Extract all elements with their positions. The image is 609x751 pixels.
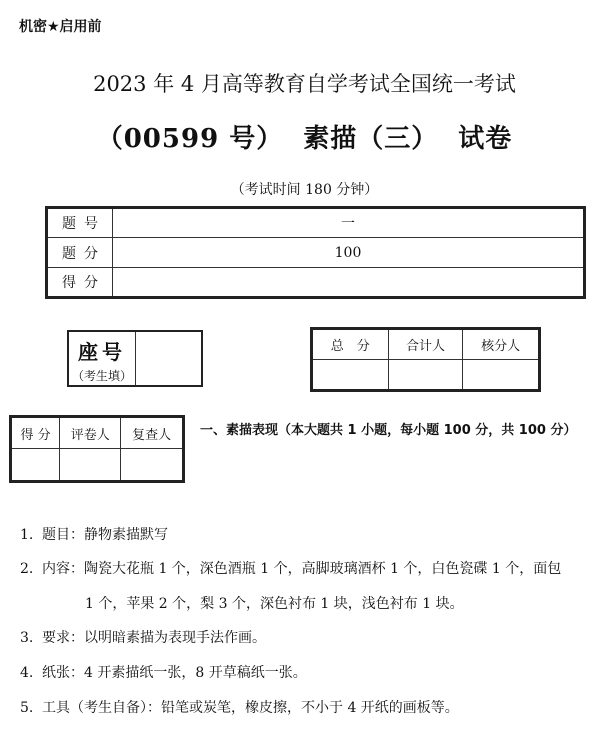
item-number: 5. — [20, 700, 34, 716]
column-header: 评卷人 — [60, 417, 121, 449]
item-number: 2. — [20, 561, 34, 577]
row-label: 题号 — [47, 208, 113, 238]
list-item — [20, 697, 459, 717]
item-number: 4. — [20, 665, 34, 681]
score-table — [45, 206, 586, 299]
score-input-cell[interactable] — [113, 268, 585, 298]
section-title: 一、素描表现（本大题共 1 小题，每小题 100 分，共 100 分） — [200, 423, 577, 438]
paper-suffix: 试卷 — [458, 124, 513, 154]
total-score-table — [310, 327, 541, 392]
item-text: 内容：陶瓷大花瓶 1 个，深色酒瓶 1 个，高脚玻璃酒杯 1 个，白色瓷碟 1 个，面包 — [42, 561, 562, 577]
list-item — [20, 524, 168, 544]
row-label: 得分 — [47, 268, 113, 298]
list-item — [20, 627, 266, 647]
grader-input-cell[interactable] — [60, 449, 121, 482]
course-code: （00599 号） — [96, 124, 284, 154]
item-continuation: 1 个，苹果 2 个，梨 3 个，深色衬布 1 块，浅色衬布 1 块。 — [85, 596, 464, 612]
grader-table — [9, 415, 185, 483]
table-row — [47, 268, 585, 298]
row-label: 题分 — [47, 238, 113, 268]
seat-number-box — [67, 330, 203, 387]
table-row — [47, 238, 585, 268]
item-text: 工具（考生自备）：铅笔或炭笔，橡皮擦，不小于 4 开纸的画板等。 — [42, 700, 459, 716]
exam-duration: （考试时间 180 分钟） — [230, 182, 379, 198]
column-header: 核分人 — [463, 329, 540, 360]
list-item — [20, 662, 307, 682]
column-header: 得 分 — [11, 417, 60, 449]
table-row — [47, 208, 585, 238]
list-item — [20, 558, 561, 578]
item-text: 要求：以明暗素描为表现手法作画。 — [42, 630, 266, 646]
item-number: 3. — [20, 630, 34, 646]
seat-label: 座号 — [78, 340, 126, 364]
item-number: 1. — [20, 527, 34, 543]
seat-input-cell[interactable] — [136, 332, 201, 385]
row-value: 100 — [113, 238, 585, 268]
column-header: 复查人 — [121, 417, 184, 449]
grader-input-cell[interactable] — [11, 449, 60, 482]
item-text: 题目：静物素描默写 — [42, 527, 168, 543]
seat-note: （考生填） — [71, 369, 132, 383]
paper-title — [0, 118, 609, 155]
seat-label-cell — [69, 332, 136, 385]
total-input-cell[interactable] — [463, 360, 540, 391]
table-header-row — [312, 329, 540, 360]
column-header: 总 分 — [312, 329, 389, 360]
exam-title: 2023 年 4 月高等教育自学考试全国统一考试 — [93, 72, 516, 96]
confidential-label: 机密★启用前 — [19, 19, 102, 35]
column-header: 合计人 — [388, 329, 463, 360]
course-name: 素描（三） — [303, 124, 439, 154]
table-row — [11, 449, 184, 482]
grader-input-cell[interactable] — [121, 449, 184, 482]
item-text: 纸张：4 开素描纸一张，8 开草稿纸一张。 — [42, 665, 307, 681]
table-row — [312, 360, 540, 391]
row-value: 一 — [113, 208, 585, 238]
total-input-cell[interactable] — [312, 360, 389, 391]
table-header-row — [11, 417, 184, 449]
total-input-cell[interactable] — [388, 360, 463, 391]
